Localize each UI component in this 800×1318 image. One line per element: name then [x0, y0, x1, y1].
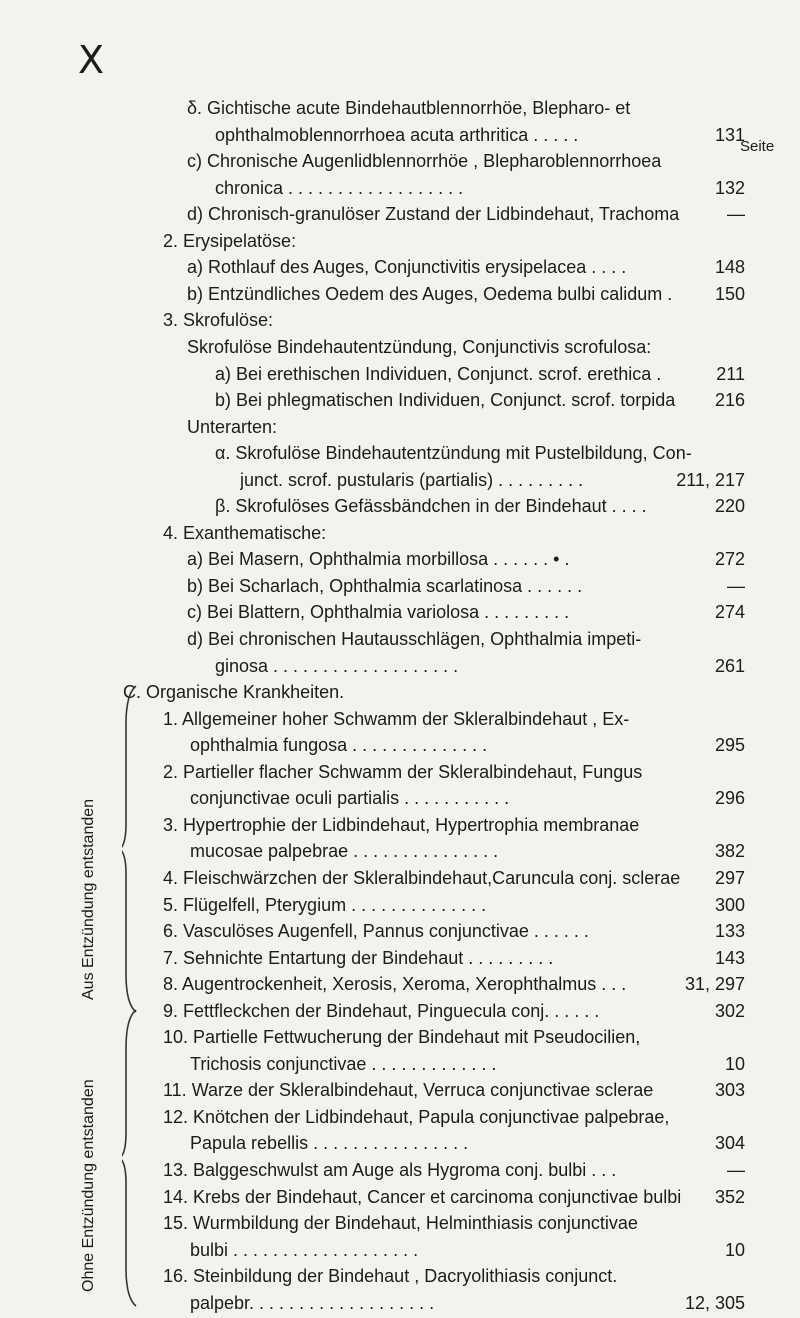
toc-entry-text: 4. Fleischwärzchen der Skleralbindehaut,Caruncula conj. sclerae	[163, 867, 681, 888]
toc-line	[0, 1023, 800, 1052]
toc-page-number: 131	[714, 124, 745, 145]
toc-entry-text: δ. Gichtische acute Bindehautblennorrhöe, Blepharo- et	[187, 98, 631, 118]
toc-line	[0, 970, 800, 999]
toc-entry-text: α. Skrofulöse Bindehautentzündung mit Pustelbildung, Con-	[215, 443, 692, 464]
toc-page-number: 12, 305	[684, 1292, 745, 1313]
toc-entry-text: b) Bei phlegmatischen Individuen, Conjunct. scrof. torpida	[215, 390, 676, 411]
toc-entry-text: Papula rebellis . . . . . . . . . . . . . . . .	[190, 1133, 469, 1154]
toc-line	[0, 94, 800, 123]
toc-line	[0, 891, 800, 920]
toc-line	[0, 1289, 800, 1318]
side-label-lower: Ohne Entzündung entstanden	[80, 1079, 97, 1292]
toc-entry-text: 11. Warze der Skleralbindehaut, Verruca conjunctivae sclerae	[163, 1080, 654, 1101]
toc-line	[0, 997, 800, 1026]
page-column-header: Seite	[740, 138, 775, 155]
toc-page-number: 143	[714, 947, 745, 968]
toc-entry-text: C. Organische Krankheiten.	[123, 682, 345, 703]
toc-line	[0, 519, 800, 548]
toc-line	[0, 1156, 800, 1185]
toc-line	[0, 413, 800, 442]
toc-entry-text: b) Entzündliches Oedem des Auges, Oedema bulbi calidum .	[187, 283, 673, 304]
toc-line	[0, 1236, 800, 1265]
page-roman-numeral: X	[78, 38, 105, 82]
toc-page-number: 303	[714, 1080, 745, 1101]
toc-page-number: 132	[714, 177, 745, 198]
toc-entry-text: conjunctivae oculi partialis . . . . . . . . . . .	[190, 788, 510, 809]
toc-entry-text: 2. Partieller flacher Schwamm der Skleralbindehaut, Fungus	[163, 761, 643, 782]
toc-entry-text: β. Skrofulöses Gefässbändchen in der Bindehaut . . . .	[215, 496, 647, 517]
toc-line	[0, 439, 800, 468]
brace-upper	[122, 684, 142, 1014]
toc-line	[0, 200, 800, 229]
toc-page-number: 272	[714, 549, 745, 570]
toc-page-number: 261	[714, 655, 745, 676]
toc-line	[0, 731, 800, 760]
toc-line	[0, 864, 800, 893]
toc-line	[0, 492, 800, 521]
toc-entry-text: 2. Erysipelatöse:	[163, 230, 297, 251]
toc-line	[0, 306, 800, 335]
toc-entry-text: 10. Partielle Fettwucherung der Bindehaut mit Pseudocilien,	[163, 1027, 641, 1048]
toc-line	[0, 705, 800, 734]
toc-line	[0, 758, 800, 787]
toc-entry-text: 5. Flügelfell, Pterygium . . . . . . . . . . . . . .	[163, 894, 487, 915]
toc-line	[0, 333, 800, 362]
toc-page-number: 150	[714, 283, 745, 304]
toc-line	[0, 1103, 800, 1132]
toc-page-number: 300	[714, 894, 745, 915]
toc-entry-text: 3. Hypertrophie der Lidbindehaut, Hypertrophia membranae	[163, 814, 640, 835]
brace-lower	[122, 1008, 142, 1308]
toc-page-number: 10	[724, 1239, 745, 1260]
side-label-upper: Aus Entzündung entstanden	[80, 798, 97, 1000]
toc-entry-text: 14. Krebs der Bindehaut, Cancer et carcinoma conjunctivae bulbi	[163, 1186, 682, 1207]
toc-entry-text: 1. Allgemeiner hoher Schwamm der Skleralbindehaut , Ex-	[163, 708, 630, 729]
toc-entry-text: ginosa . . . . . . . . . . . . . . . . . . .	[215, 655, 459, 676]
toc-entry-text: a) Rothlauf des Auges, Conjunctivitis erysipelacea . . . .	[187, 257, 627, 278]
toc-page-number: 10	[724, 1053, 745, 1074]
toc-entry-text: ophthalmia fungosa . . . . . . . . . . . . . .	[190, 735, 488, 756]
toc-entry-text: mucosae palpebrae . . . . . . . . . . . . . . .	[190, 841, 499, 862]
toc-line	[0, 917, 800, 946]
toc-page-number: —	[727, 575, 745, 596]
toc-line	[0, 652, 800, 681]
toc-line	[0, 837, 800, 866]
toc-page-number: 274	[714, 602, 745, 623]
toc-entry-text: c) Chronische Augenlidblennorrhöe , Blepharoblennorrhoea	[187, 151, 662, 172]
toc-line	[0, 545, 800, 574]
toc-line	[0, 572, 800, 601]
toc-line	[0, 811, 800, 840]
toc-line	[0, 1076, 800, 1105]
toc-line	[0, 784, 800, 813]
toc-entry-text: 16. Steinbildung der Bindehaut , Dacryolithiasis conjunct.	[163, 1266, 618, 1287]
toc-page-number: 296	[714, 788, 745, 809]
toc-entry-text: 7. Sehnichte Entartung der Bindehaut . . . . . . . . .	[163, 947, 554, 968]
toc-line	[0, 121, 800, 150]
toc-entry-text: 8. Augentrockenheit, Xerosis, Xeroma, Xerophthalmus . . .	[163, 974, 627, 995]
toc-line	[0, 147, 800, 176]
toc-page-number: —	[727, 204, 745, 225]
toc-entry-text: chronica . . . . . . . . . . . . . . . . . .	[215, 177, 464, 198]
toc-page-number: 211, 217	[676, 469, 745, 490]
toc-entry-text: c) Bei Blattern, Ophthalmia variolosa . . . . . . . . .	[187, 602, 570, 623]
toc-page-number: 302	[714, 1000, 745, 1021]
toc-line	[0, 1209, 800, 1238]
toc-line	[0, 386, 800, 415]
toc-entry-text: a) Bei Masern, Ophthalmia morbillosa . . . . . . • .	[187, 549, 570, 570]
toc-entry-text: 4. Exanthematische:	[163, 522, 327, 543]
toc-page-number: 220	[714, 496, 745, 517]
toc-entry-text: Trichosis conjunctivae . . . . . . . . . . . . .	[190, 1053, 497, 1074]
toc-page-number: 31, 297	[684, 974, 745, 995]
toc-entry-text: d) Chronisch-granulöser Zustand der Lidbindehaut, Trachoma	[187, 204, 680, 225]
toc-line	[0, 598, 800, 627]
toc-entry-text: 15. Wurmbildung der Bindehaut, Helminthiasis conjunctivae	[163, 1213, 638, 1234]
toc-entry-text: Skrofulöse Bindehautentzündung, Conjunctivis scrofulosa:	[187, 336, 652, 357]
toc-page-number: 133	[714, 921, 745, 942]
toc-page-number: 352	[714, 1186, 745, 1207]
toc-entry-text: d) Bei chronischen Hautausschlägen, Ophthalmia impeti-	[187, 629, 642, 649]
toc-line	[0, 1262, 800, 1291]
toc-line	[0, 678, 800, 707]
toc-page-number: 148	[714, 257, 745, 278]
toc-line	[0, 227, 800, 256]
toc-entry-text: palpebr. . . . . . . . . . . . . . . . . . .	[190, 1292, 435, 1313]
toc-line	[0, 466, 800, 495]
toc-entry-text: 3. Skrofulöse:	[163, 310, 274, 331]
toc-line	[0, 1129, 800, 1158]
toc-entry-text: ophthalmoblennorrhoea acuta arthritica . . . . .	[215, 124, 579, 145]
toc-entry-text: 6. Vasculöses Augenfell, Pannus conjunctivae . . . . . .	[163, 921, 589, 942]
toc-entry-text: 13. Balggeschwulst am Auge als Hygroma conj. bulbi . . .	[163, 1160, 617, 1180]
toc-entry-text: a) Bei erethischen Individuen, Conjunct. scrof. erethica .	[215, 363, 662, 384]
toc-page-number: 211	[716, 363, 745, 384]
toc-line	[0, 360, 800, 389]
toc-line	[0, 253, 800, 282]
toc-line	[0, 944, 800, 973]
toc-entry-text: 9. Fettfleckchen der Bindehaut, Pinguecula conj. . . . . .	[163, 1000, 600, 1021]
toc-entry-text: b) Bei Scharlach, Ophthalmia scarlatinosa . . . . . .	[187, 575, 583, 596]
toc-line	[0, 1050, 800, 1079]
toc-page-number: —	[727, 1160, 745, 1180]
toc-line	[0, 280, 800, 309]
toc-entry-text: bulbi . . . . . . . . . . . . . . . . . . .	[190, 1239, 419, 1260]
toc-page-number: 304	[714, 1133, 745, 1154]
toc-entry-text: Unterarten:	[187, 416, 278, 437]
toc-page-number: 382	[714, 841, 745, 862]
toc-page-number: 295	[714, 735, 745, 756]
toc-line	[0, 174, 800, 203]
toc-line	[0, 625, 800, 654]
toc-page-number: 216	[714, 390, 745, 411]
toc-page-number: 297	[714, 867, 745, 888]
toc-entry-text: junct. scrof. pustularis (partialis) . . . . . . . . .	[240, 469, 584, 490]
toc-line	[0, 1183, 800, 1212]
toc-entry-text: 12. Knötchen der Lidbindehaut, Papula conjunctivae palpebrae,	[163, 1106, 670, 1127]
